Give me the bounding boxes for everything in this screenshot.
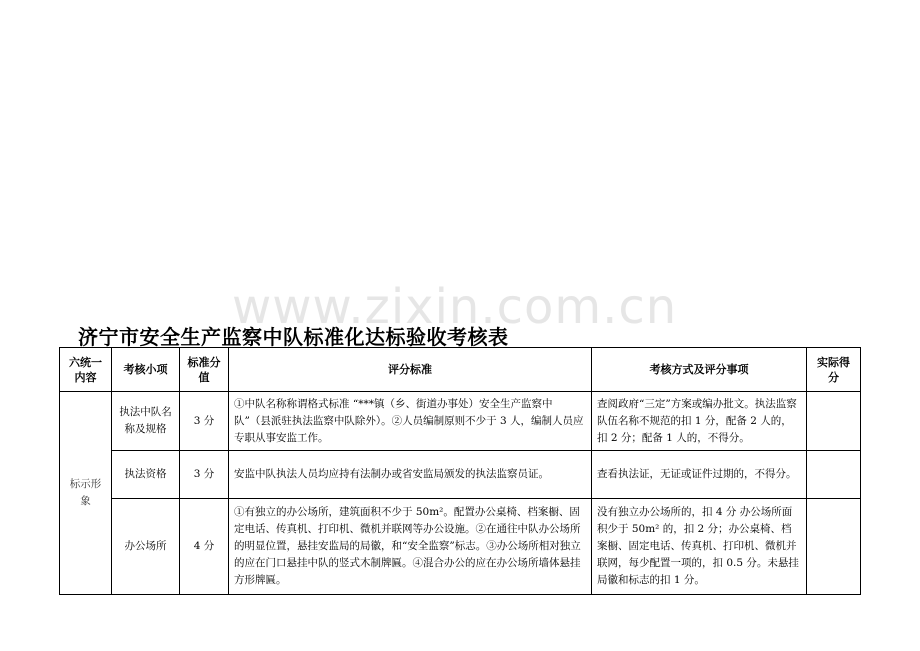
header-item: 考核小项 — [112, 348, 180, 392]
method-cell: 查阅政府“三定”方案或编办批文。执法监察队伍名称不规范的扣 1 分，配备 2 人的，扣 2 分；配备 1 人的，不得分。 — [592, 392, 807, 451]
actual-score-cell — [807, 451, 861, 499]
header-criteria: 评分标准 — [229, 348, 592, 392]
method-cell: 没有独立办公场所的，扣 4 分 办公场所面积少于 50m² 的，扣 2 分；办公桌椅、档案橱、固定电话、传真机、打印机、微机并联网，每少配置一项的，扣 0.5 分。未悬挂局徽和标志的扣 1 分。 — [592, 499, 807, 595]
score-cell: 3 分 — [180, 451, 229, 499]
criteria-cell: ①有独立的办公场所，建筑面积不少于 50m²。配置办公桌椅、档案橱、固定电话、传真机、打印机、微机并联网等办公设施。②在通往中队办公场所的明显位置，悬挂安监局的局徽，和“安全监察”标志。③办公场所相对独立的应在门口悬挂中队的竖式木制牌匾。④混合办公的应在办公场所墙体悬挂方形牌匾。 — [229, 499, 592, 595]
category-cell: 标示形象 — [60, 392, 112, 595]
criteria-cell: ①中队名称称谓格式标准 “***镇（乡、街道办事处）安全生产监察中队”（县派驻执法监察中队除外）。②人员编制原则不少于 3 人，编制人员应专职从事安监工作。 — [229, 392, 592, 451]
actual-score-cell — [807, 392, 861, 451]
method-cell: 查看执法证，无证或证件过期的，不得分。 — [592, 451, 807, 499]
assessment-table — [59, 347, 861, 595]
table-row — [60, 499, 861, 595]
criteria-cell: 安监中队执法人员均应持有法制办或省安监局颁发的执法监察员证。 — [229, 451, 592, 499]
header-method: 考核方式及评分事项 — [592, 348, 807, 392]
header-category: 六统一内容 — [60, 348, 112, 392]
score-cell: 3 分 — [180, 392, 229, 451]
page-title: 济宁市安全生产监察中队标准化达标验收考核表 — [78, 325, 509, 349]
watermark: www.zixin.com.cn — [232, 279, 678, 335]
table-row — [60, 451, 861, 499]
table-row — [60, 392, 861, 451]
header-actual: 实际得分 — [807, 348, 861, 392]
score-cell: 4 分 — [180, 499, 229, 595]
actual-score-cell — [807, 499, 861, 595]
header-score: 标准分值 — [180, 348, 229, 392]
table-header-row — [60, 348, 861, 392]
item-cell: 办公场所 — [112, 499, 180, 595]
item-cell: 执法中队名称及规格 — [112, 392, 180, 451]
item-cell: 执法资格 — [112, 451, 180, 499]
